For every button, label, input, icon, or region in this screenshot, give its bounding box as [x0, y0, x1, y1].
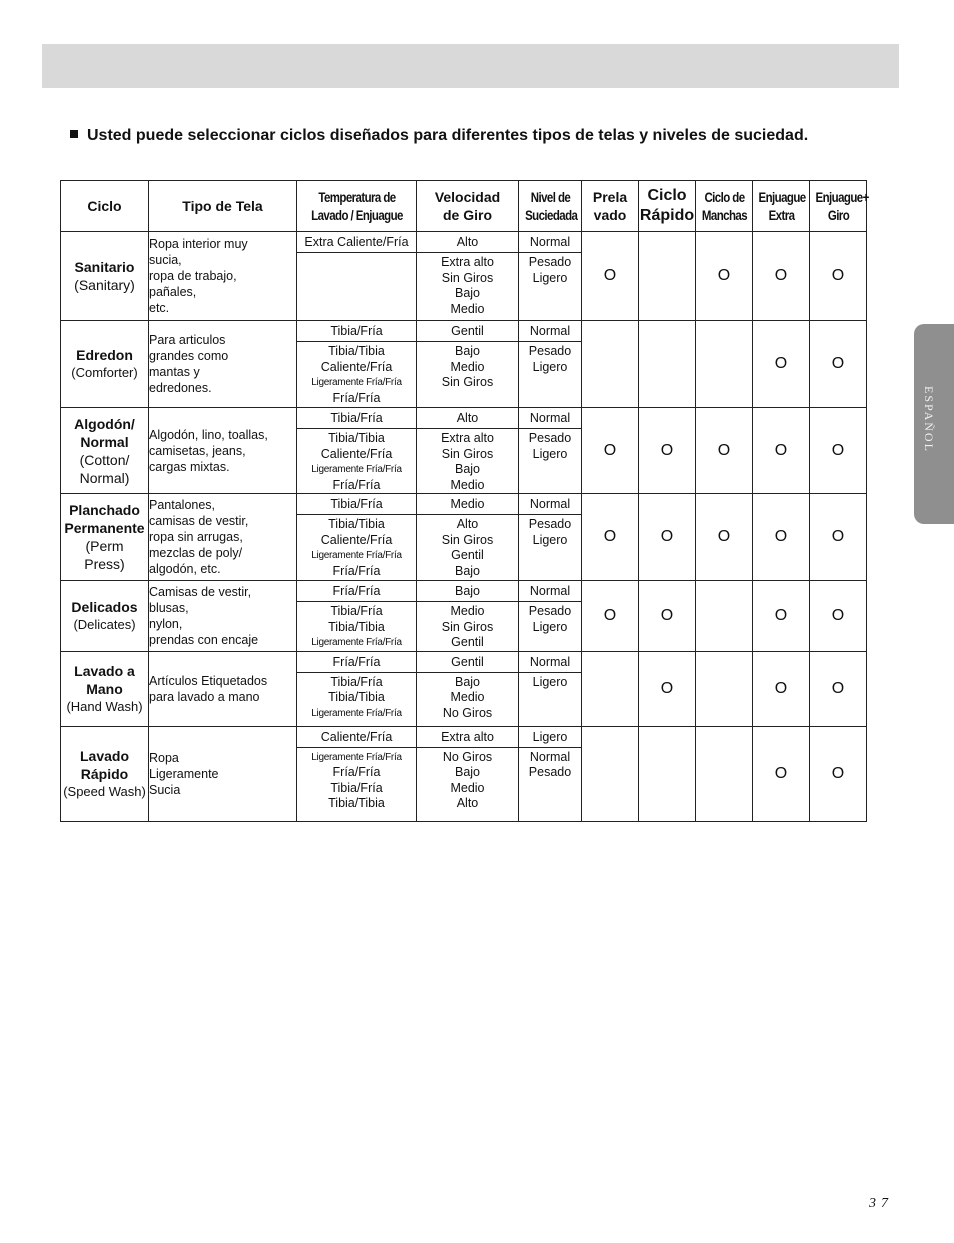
- soil-level-cell: [519, 581, 582, 652]
- table-row: [61, 321, 867, 408]
- ciclo-rapido-cell: [639, 408, 696, 494]
- fabric-line: Artículos Etiquetados: [149, 673, 268, 688]
- temperature-cell: [297, 321, 417, 408]
- soil-level-option: Ligero: [532, 619, 568, 634]
- cycle-name: Mano: [86, 680, 123, 697]
- option-available-mark: O: [831, 528, 845, 545]
- option-available-mark: O: [660, 679, 674, 697]
- option-available-mark: O: [603, 528, 617, 545]
- option-available-mark: O: [774, 267, 788, 284]
- option-available-mark: O: [660, 441, 674, 459]
- cycle-name: Delicados: [71, 598, 138, 615]
- soil-level-cell: [519, 494, 582, 581]
- enjuague-extra-cell: [753, 408, 810, 494]
- cycle-name: Planchado: [69, 502, 140, 518]
- spin-speed-option: Medio: [450, 301, 485, 316]
- cycle-name-cell: [61, 232, 149, 321]
- fabric-line: nylon,: [149, 616, 183, 631]
- soil-level-default: Normal: [519, 494, 581, 515]
- temperature-cell: [297, 494, 417, 581]
- spin-speed-option: No Giros: [442, 705, 493, 720]
- spin-speed-default: Medio: [417, 494, 518, 515]
- fabric-line: edredones.: [149, 381, 212, 395]
- spin-speed-option: Bajo: [454, 674, 481, 689]
- ciclo-manchas-cell: [696, 581, 753, 652]
- soil-level-options: [519, 602, 581, 635]
- option-available-mark: O: [831, 679, 845, 697]
- temperature-option: Ligeramente Fría/Fría: [311, 377, 402, 388]
- cycle-name-english: (Comforter): [71, 365, 138, 380]
- temperature-options: [297, 429, 416, 493]
- fabric-line: mantas y: [149, 365, 200, 379]
- temperature-options: [297, 748, 416, 812]
- enjuague-extra-cell: [753, 494, 810, 581]
- fabric-line: prendas con encaje: [149, 632, 259, 647]
- option-available-mark: O: [774, 355, 788, 372]
- prelavado-cell: [582, 651, 639, 726]
- soil-level-option: Pesado: [528, 344, 572, 358]
- ciclo-rapido-cell: [639, 651, 696, 726]
- spin-speed-options: [417, 748, 518, 812]
- header-extra-line2: Extra: [768, 207, 794, 223]
- soil-level-cell: [519, 232, 582, 321]
- fabric-line: camisetas, jeans,: [149, 443, 246, 458]
- option-available-mark: O: [660, 528, 674, 545]
- cycle-name-english: Press): [84, 556, 125, 572]
- temperature-option: Tibia/Fría: [330, 674, 383, 689]
- ciclo-rapido-cell: [639, 581, 696, 652]
- soil-level-option: Ligero: [532, 532, 568, 547]
- soil-level-option: Ligero: [532, 359, 568, 374]
- temperature-default: Extra Caliente/Fría: [297, 232, 416, 253]
- enjuague-giro-cell: [810, 726, 867, 821]
- fabric-line: Para articulos: [149, 333, 226, 347]
- header-vel-line1: Velocidad: [434, 189, 501, 205]
- ciclo-manchas-cell: [696, 321, 753, 408]
- header-ciclo: [61, 181, 149, 232]
- spin-speed-default: Bajo: [417, 581, 518, 602]
- temperature-option: Ligeramente Fría/Fría: [311, 751, 402, 763]
- soil-level-option: Pesado: [528, 765, 572, 779]
- header-giro-line2: Giro: [827, 207, 849, 223]
- temperature-option: Ligeramente Fría/Fría: [311, 637, 402, 648]
- cycle-name-english: (Delicates): [73, 616, 136, 632]
- fabric-line: Camisas de vestir,: [149, 584, 252, 599]
- prelavado-cell: [582, 494, 639, 581]
- fabric-type-cell: [149, 408, 297, 494]
- spin-speed-default: Gentil: [417, 652, 518, 673]
- temperature-option: Fría/Fría: [332, 477, 381, 492]
- temperature-option: Tibia/Tibia: [328, 344, 385, 358]
- header-temperatura: [307, 181, 405, 232]
- enjuague-giro-cell: [810, 494, 867, 581]
- spin-speed-default: Extra alto: [417, 727, 518, 748]
- temperature-default: Fría/Fría: [297, 652, 416, 673]
- ciclo-manchas-cell: [696, 408, 753, 494]
- option-available-mark: O: [603, 441, 617, 459]
- spin-speed-option: Bajo: [454, 765, 481, 779]
- bullet-square-icon: [70, 130, 78, 138]
- header-tipo-tela: [149, 181, 297, 232]
- temperature-option: Tibia/Tibia: [328, 517, 385, 531]
- header-temp-line1: Temperatura de: [317, 189, 396, 205]
- table-header-row: [61, 181, 867, 232]
- header-temp-line2: Lavado / Enjuague: [310, 207, 403, 223]
- header-rapido-line1: Ciclo: [647, 187, 687, 204]
- cycle-name: Edredon: [76, 347, 133, 363]
- temperature-option: Tibia/Tibia: [328, 690, 385, 704]
- cycle-name-cell: [61, 321, 149, 408]
- cycle-name-cell: [61, 408, 149, 494]
- enjuague-giro-cell: [810, 232, 867, 321]
- table-row: [61, 651, 867, 726]
- soil-level-default: Ligero: [519, 727, 581, 748]
- cycle-name: Permanente: [64, 520, 145, 536]
- temperature-option: Fría/Fría: [332, 390, 381, 405]
- temperature-option: Fría/Fría: [332, 563, 381, 578]
- fabric-line: ropa sin arrugas,: [149, 530, 243, 544]
- ciclo-rapido-cell: [639, 321, 696, 408]
- option-available-mark: O: [831, 764, 845, 782]
- spin-speed-option: Bajo: [454, 462, 481, 476]
- soil-level-options: [519, 253, 581, 286]
- cycle-name-cell: [61, 651, 149, 726]
- temperature-option: Caliente/Fría: [320, 446, 393, 461]
- soil-level-option: Normal: [529, 749, 571, 764]
- spin-speed-option: Gentil: [451, 635, 484, 649]
- soil-level-default: Normal: [519, 232, 581, 253]
- cycle-name-english: (Sanitary): [74, 277, 135, 293]
- spin-speed-default: Gentil: [417, 321, 518, 342]
- header-nivel: [524, 181, 576, 232]
- spin-speed-option: Medio: [450, 477, 485, 492]
- fabric-line: Ligeramente: [149, 766, 219, 781]
- fabric-line: Ropa interior muy: [149, 237, 248, 251]
- prelavado-cell: [582, 726, 639, 821]
- temperature-default: Tibia/Fría: [297, 321, 416, 342]
- temperature-options: [297, 602, 416, 651]
- header-velocidad: [417, 181, 519, 232]
- spin-speed-option: Sin Giros: [441, 619, 494, 634]
- fabric-line: Sucia: [149, 782, 181, 797]
- cycle-name-cell: [61, 581, 149, 652]
- header-ciclo-manchas: [701, 181, 748, 232]
- enjuague-extra-cell: [753, 321, 810, 408]
- header-tipo-label: Tipo de Tela: [182, 198, 263, 214]
- cycle-name-cell: [61, 726, 149, 821]
- option-available-mark: O: [831, 267, 845, 284]
- soil-level-cell: [519, 408, 582, 494]
- fabric-type-cell: [149, 321, 297, 408]
- option-available-mark: O: [660, 606, 674, 624]
- soil-level-options: [519, 342, 581, 375]
- temperature-cell: [297, 651, 417, 726]
- ciclo-manchas-cell: [696, 494, 753, 581]
- spin-speed-default: Alto: [417, 408, 518, 429]
- enjuague-extra-cell: [753, 651, 810, 726]
- spin-speed-option: Bajo: [454, 563, 481, 578]
- spin-speed-option: Medio: [450, 359, 485, 374]
- spin-speed-option: Medio: [450, 690, 485, 704]
- option-available-mark: O: [774, 764, 788, 782]
- page-number: 37: [869, 1196, 893, 1211]
- fabric-line: etc.: [149, 301, 170, 315]
- temperature-option: Tibia/Fría: [330, 780, 383, 795]
- language-tab-label: ESPAÑOL: [922, 386, 936, 453]
- soil-level-option: Pesado: [528, 255, 572, 269]
- temperature-default: Fría/Fría: [297, 581, 416, 602]
- enjuague-giro-cell: [810, 581, 867, 652]
- spin-speed-option: Extra alto: [441, 255, 494, 269]
- enjuague-extra-cell: [753, 726, 810, 821]
- ciclo-rapido-cell: [639, 232, 696, 321]
- spin-speed-option: Bajo: [454, 344, 481, 358]
- option-available-mark: O: [831, 606, 845, 624]
- fabric-line: mezclas de poly/: [149, 546, 243, 560]
- temperature-default: Tibia/Fría: [297, 408, 416, 429]
- cycle-name: Lavado a: [74, 662, 135, 679]
- temperature-default: Caliente/Fría: [297, 727, 416, 748]
- fabric-line: grandes como: [149, 349, 229, 363]
- temperature-cell: [297, 581, 417, 652]
- spin-speed-cell: [417, 651, 519, 726]
- option-available-mark: O: [717, 267, 731, 284]
- language-side-tab: [914, 324, 954, 524]
- fabric-line: Pantalones,: [149, 498, 216, 512]
- temperature-option: Tibia/Fría: [330, 604, 383, 618]
- soil-level-options: [519, 429, 581, 462]
- soil-level-option: Ligero: [532, 270, 568, 285]
- fabric-type-cell: [149, 494, 297, 581]
- soil-level-option: Pesado: [528, 517, 572, 531]
- temperature-option: Ligeramente Fría/Fría: [311, 550, 402, 561]
- header-enjuague-giro: [815, 181, 869, 232]
- spin-speed-options: [417, 342, 518, 391]
- option-available-mark: O: [774, 606, 788, 624]
- temperature-cell: [297, 726, 417, 821]
- fabric-type-cell: [149, 726, 297, 821]
- header-nivel-line1: Nivel de: [530, 189, 570, 205]
- spin-speed-cell: [417, 321, 519, 408]
- header-rapido-line2: Rápido: [639, 207, 695, 224]
- spin-speed-option: Medio: [450, 780, 485, 795]
- spin-speed-cell: [417, 726, 519, 821]
- fabric-type-cell: [149, 581, 297, 652]
- option-available-mark: O: [603, 267, 617, 284]
- spin-speed-option: Gentil: [451, 548, 484, 562]
- spin-speed-option: Sin Giros: [441, 532, 494, 547]
- header-prelavado: [582, 181, 639, 232]
- cycle-name-english: (Perm: [85, 538, 124, 554]
- prelavado-cell: [582, 232, 639, 321]
- fabric-line: para lavado a mano: [149, 689, 260, 704]
- soil-level-option: Pesado: [528, 604, 572, 618]
- option-available-mark: O: [774, 441, 788, 459]
- spin-speed-option: Medio: [450, 604, 485, 618]
- spin-speed-default: Alto: [417, 232, 518, 253]
- option-available-mark: O: [603, 606, 617, 624]
- temperature-option: Tibia/Tibia: [328, 619, 385, 634]
- header-bar: [42, 44, 899, 88]
- fabric-line: blusas,: [149, 600, 189, 615]
- cycle-name-english: (Speed Wash): [63, 783, 146, 799]
- option-available-mark: O: [774, 679, 788, 697]
- temperature-cell: [297, 408, 417, 494]
- option-available-mark: O: [831, 355, 845, 372]
- temperature-options: [297, 673, 416, 722]
- header-ciclo-label: Ciclo: [87, 198, 122, 214]
- soil-level-options: [519, 748, 581, 781]
- spin-speed-option: Alto: [456, 517, 479, 531]
- temperature-option: Fría/Fría: [332, 765, 381, 779]
- temperature-options: [297, 515, 416, 579]
- header-enjuague-extra: [758, 181, 805, 232]
- header-vel-line2: de Giro: [442, 207, 492, 223]
- spin-speed-option: Sin Giros: [441, 446, 494, 461]
- cycle-name: Normal: [80, 433, 129, 450]
- intro-sentence: Usted puede seleccionar ciclos diseñados para diferentes tipos de telas y niveles de suciedad.: [87, 127, 809, 144]
- temperature-option: Caliente/Fría: [320, 359, 393, 374]
- header-nivel-line2: Suciedada: [524, 207, 577, 223]
- option-available-mark: O: [831, 441, 845, 459]
- ciclo-manchas-cell: [696, 651, 753, 726]
- soil-level-default: Normal: [519, 321, 581, 342]
- temperature-option: Tibia/Tibia: [328, 431, 385, 445]
- spin-speed-option: Sin Giros: [441, 270, 494, 285]
- option-available-mark: O: [774, 528, 788, 545]
- enjuague-giro-cell: [810, 321, 867, 408]
- option-available-mark: O: [717, 441, 731, 459]
- cycle-name: Algodón/: [74, 415, 135, 432]
- table-row: [61, 494, 867, 581]
- cycle-name-english: Normal): [79, 469, 130, 486]
- soil-level-option: Ligero: [532, 446, 568, 461]
- intro-text: [70, 127, 808, 145]
- header-giro-line1: Enjuague+: [815, 189, 869, 205]
- prelavado-cell: [582, 321, 639, 408]
- spin-speed-option: Bajo: [454, 286, 481, 300]
- fabric-line: Algodón, lino, toallas,: [149, 427, 268, 442]
- spin-speed-option: No Giros: [442, 749, 493, 764]
- wash-cycle-table: [60, 180, 867, 822]
- fabric-line: sucia,: [149, 253, 182, 267]
- header-extra-line1: Enjuague: [758, 189, 806, 205]
- soil-level-option: Ligero: [532, 674, 568, 689]
- spin-speed-cell: [417, 232, 519, 321]
- prelavado-cell: [582, 408, 639, 494]
- header-manchas-line2: Manchas: [701, 207, 747, 223]
- temperature-option: Caliente/Fría: [320, 532, 393, 547]
- prelavado-cell: [582, 581, 639, 652]
- soil-level-option: Pesado: [528, 431, 572, 445]
- fabric-line: camisas de vestir,: [149, 514, 249, 528]
- fabric-line: pañales,: [149, 285, 197, 299]
- soil-level-default: Normal: [519, 408, 581, 429]
- table-body: [61, 232, 867, 822]
- ciclo-rapido-cell: [639, 726, 696, 821]
- cycle-name: Lavado: [79, 747, 129, 764]
- temperature-option: Ligeramente Fría/Fría: [311, 707, 402, 719]
- spin-speed-cell: [417, 408, 519, 494]
- spin-speed-cell: [417, 494, 519, 581]
- soil-level-cell: [519, 726, 582, 821]
- spin-speed-options: [417, 673, 518, 722]
- fabric-line: cargas mixtas.: [149, 459, 230, 474]
- soil-level-cell: [519, 321, 582, 408]
- enjuague-extra-cell: [753, 581, 810, 652]
- option-available-mark: O: [717, 528, 731, 545]
- table-row: [61, 232, 867, 321]
- ciclo-manchas-cell: [696, 232, 753, 321]
- soil-level-default: Normal: [519, 652, 581, 673]
- soil-level-cell: [519, 651, 582, 726]
- cycle-name-english: (Cotton/: [79, 451, 130, 468]
- cycle-name: Rápido: [80, 765, 129, 782]
- soil-level-default: Normal: [519, 581, 581, 602]
- temperature-options: [297, 342, 416, 406]
- temperature-cell: [297, 232, 417, 321]
- fabric-line: Ropa: [149, 750, 179, 765]
- temperature-option: Ligeramente Fría/Fría: [311, 464, 402, 475]
- header-ciclo-rapido: [639, 181, 696, 232]
- fabric-type-cell: [149, 232, 297, 321]
- spin-speed-options: [417, 602, 518, 651]
- spin-speed-option: Sin Giros: [441, 375, 494, 389]
- ciclo-rapido-cell: [639, 494, 696, 581]
- spin-speed-cell: [417, 581, 519, 652]
- enjuague-extra-cell: [753, 232, 810, 321]
- table-row: [61, 726, 867, 821]
- enjuague-giro-cell: [810, 408, 867, 494]
- fabric-line: ropa de trabajo,: [149, 269, 237, 283]
- spin-speed-options: [417, 515, 518, 579]
- cycle-name-cell: [61, 494, 149, 581]
- temperature-options: [297, 253, 416, 255]
- spin-speed-option: Alto: [456, 796, 479, 810]
- header-manchas-line1: Ciclo de: [703, 189, 745, 205]
- enjuague-giro-cell: [810, 651, 867, 726]
- soil-level-options: [519, 673, 581, 691]
- header-prela-line1: Prela: [592, 189, 628, 205]
- header-prela-line2: vado: [593, 207, 627, 223]
- temperature-default: Tibia/Fría: [297, 494, 416, 515]
- table-row: [61, 408, 867, 494]
- ciclo-manchas-cell: [696, 726, 753, 821]
- cycle-name-english: (Hand Wash): [66, 698, 143, 714]
- cycle-name: Sanitario: [74, 259, 135, 275]
- fabric-type-cell: [149, 651, 297, 726]
- spin-speed-options: [417, 253, 518, 317]
- soil-level-options: [519, 515, 581, 548]
- spin-speed-option: Extra alto: [441, 431, 494, 445]
- temperature-option: Tibia/Tibia: [328, 796, 385, 810]
- fabric-line: algodón, etc.: [149, 562, 221, 576]
- spin-speed-options: [417, 429, 518, 493]
- table-row: [61, 581, 867, 652]
